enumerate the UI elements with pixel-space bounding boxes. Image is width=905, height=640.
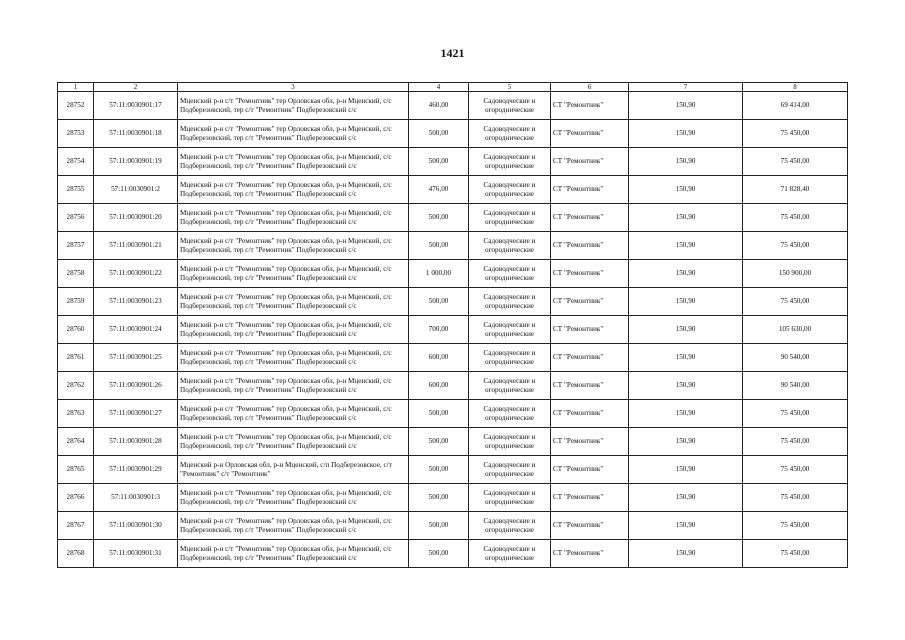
address-cell: Мценский р-н с/т "Ремонтник" тер Орловская обл, р-н Мценский, с/с Подберезовский, тер с/т "Ремонтник" Подберезовский с/с: [178, 148, 409, 176]
rate-cell: 150,90: [629, 92, 743, 120]
table-row: [58, 120, 848, 148]
row-number: 28760: [58, 316, 94, 344]
address-cell: Мценский р-н Орловская обл, р-н Мценский, с/п Подберезовское, с/т "Ремонтник" с/т "Ремонтник": [178, 456, 409, 484]
area-cell: 500,00: [409, 540, 469, 568]
column-header: 3: [178, 83, 409, 92]
page-number: 1421: [440, 46, 465, 60]
cadastral-number: 57:11:0030901:2: [94, 176, 178, 204]
area-cell: 600,00: [409, 344, 469, 372]
rate-cell: 150,90: [629, 288, 743, 316]
cadastral-number: 57:11:0030901:22: [94, 260, 178, 288]
owner-cell: СТ "Ремонтник": [551, 540, 629, 568]
land-use-cell: Садоводческие и огороднические: [469, 512, 551, 540]
land-use-cell: Садоводческие и огороднические: [469, 428, 551, 456]
cadastral-value-cell: 71 828,40: [743, 176, 848, 204]
rate-cell: 150,90: [629, 148, 743, 176]
row-number: 28759: [58, 288, 94, 316]
area-cell: 500,00: [409, 484, 469, 512]
owner-cell: СТ "Ремонтник": [551, 456, 629, 484]
cadastral-value-cell: 69 414,00: [743, 92, 848, 120]
land-use-cell: Садоводческие и огороднические: [469, 176, 551, 204]
land-use-cell: Садоводческие и огороднические: [469, 92, 551, 120]
area-cell: 500,00: [409, 148, 469, 176]
cadastral-number: 57:11:0030901:23: [94, 288, 178, 316]
cadastral-value-cell: 150 900,00: [743, 260, 848, 288]
cadastral-number: 57:11:0030901:25: [94, 344, 178, 372]
row-number: 28753: [58, 120, 94, 148]
address-cell: Мценский р-н с/т "Ремонтник" тер Орловская обл, р-н Мценский, с/с Подберезовский, тер с/т "Ремонтник" Подберезовский с/с: [178, 288, 409, 316]
owner-cell: СТ "Ремонтник": [551, 120, 629, 148]
cadastral-value-cell: 90 540,00: [743, 372, 848, 400]
row-number: 28754: [58, 148, 94, 176]
rate-cell: 150,90: [629, 400, 743, 428]
rate-cell: 150,90: [629, 456, 743, 484]
row-number: 28763: [58, 400, 94, 428]
cadastral-number: 57:11:0030901:30: [94, 512, 178, 540]
address-cell: Мценский р-н с/т "Ремонтник" тер Орловская обл, р-н Мценский, с/с Подберезовский, тер с/т "Ремонтник" Подберезовский с/с: [178, 484, 409, 512]
cadastral-number: 57:11:0030901:29: [94, 456, 178, 484]
address-cell: Мценский р-н с/т "Ремонтник" тер Орловская обл, р-н Мценский, с/с Подберезовский, тер с/т "Ремонтник" Подберезовский с/с: [178, 400, 409, 428]
owner-cell: СТ "Ремонтник": [551, 176, 629, 204]
area-cell: 500,00: [409, 232, 469, 260]
area-cell: 500,00: [409, 400, 469, 428]
address-cell: Мценский р-н с/т "Ремонтник" тер Орловская обл, р-н Мценский, с/с Подберезовский, тер с/т "Ремонтник" Подберезовский с/с: [178, 120, 409, 148]
area-cell: 700,00: [409, 316, 469, 344]
land-use-cell: Садоводческие и огороднические: [469, 484, 551, 512]
row-number: 28766: [58, 484, 94, 512]
land-use-cell: Садоводческие и огороднические: [469, 540, 551, 568]
rate-cell: 150,90: [629, 484, 743, 512]
cadastral-value-cell: 75 450,00: [743, 148, 848, 176]
owner-cell: СТ "Ремонтник": [551, 204, 629, 232]
owner-cell: СТ "Ремонтник": [551, 148, 629, 176]
rate-cell: 150,90: [629, 316, 743, 344]
column-header: 4: [409, 83, 469, 92]
address-cell: Мценский р-н с/т "Ремонтник" тер Орловская обл, р-н Мценский, с/с Подберезовский, тер с/т "Ремонтник" Подберезовский с/с: [178, 512, 409, 540]
address-cell: Мценский р-н с/т "Ремонтник" тер Орловская обл, р-н Мценский, с/с Подберезовский, тер с/т "Ремонтник" Подберезовский с/с: [178, 316, 409, 344]
table-row: [58, 372, 848, 400]
area-cell: 500,00: [409, 456, 469, 484]
cadastral-value-cell: 90 540,00: [743, 344, 848, 372]
land-use-cell: Садоводческие и огороднические: [469, 456, 551, 484]
area-cell: 1 000,00: [409, 260, 469, 288]
cadastral-number: 57:11:0030901:3: [94, 484, 178, 512]
table-row: [58, 344, 848, 372]
table-row: [58, 512, 848, 540]
owner-cell: СТ "Ремонтник": [551, 260, 629, 288]
owner-cell: СТ "Ремонтник": [551, 288, 629, 316]
cadastral-value-cell: 75 450,00: [743, 540, 848, 568]
cadastral-value-cell: 75 450,00: [743, 428, 848, 456]
table-row: [58, 148, 848, 176]
cadastral-value-cell: 75 450,00: [743, 456, 848, 484]
area-cell: 500,00: [409, 288, 469, 316]
row-number: 28758: [58, 260, 94, 288]
table-row: [58, 232, 848, 260]
cadastral-number: 57:11:0030901:21: [94, 232, 178, 260]
row-number: 28768: [58, 540, 94, 568]
owner-cell: СТ "Ремонтник": [551, 344, 629, 372]
land-use-cell: Садоводческие и огороднические: [469, 400, 551, 428]
address-cell: Мценский р-н с/т "Ремонтник" тер Орловская обл, р-н Мценский, с/с Подберезовский, тер с/т "Ремонтник" Подберезовский с/с: [178, 540, 409, 568]
row-number: 28767: [58, 512, 94, 540]
row-number: 28756: [58, 204, 94, 232]
owner-cell: СТ "Ремонтник": [551, 400, 629, 428]
owner-cell: СТ "Ремонтник": [551, 232, 629, 260]
address-cell: Мценский р-н с/т "Ремонтник" тер Орловская обл, р-н Мценский, с/с Подберезовский, тер с/т "Ремонтник" Подберезовский с/с: [178, 232, 409, 260]
area-cell: 500,00: [409, 120, 469, 148]
cadastral-value-cell: 105 630,00: [743, 316, 848, 344]
land-use-cell: Садоводческие и огороднические: [469, 232, 551, 260]
column-header: 2: [94, 83, 178, 92]
rate-cell: 150,90: [629, 260, 743, 288]
land-use-cell: Садоводческие и огороднические: [469, 120, 551, 148]
column-header: 5: [469, 83, 551, 92]
owner-cell: СТ "Ремонтник": [551, 92, 629, 120]
area-cell: 460,00: [409, 92, 469, 120]
rate-cell: 150,90: [629, 120, 743, 148]
owner-cell: СТ "Ремонтник": [551, 484, 629, 512]
rate-cell: 150,90: [629, 232, 743, 260]
table-row: [58, 176, 848, 204]
area-cell: 500,00: [409, 204, 469, 232]
rate-cell: 150,90: [629, 204, 743, 232]
cadastral-number: 57:11:0030901:26: [94, 372, 178, 400]
cadastral-number: 57:11:0030901:27: [94, 400, 178, 428]
row-number: 28755: [58, 176, 94, 204]
land-use-cell: Садоводческие и огороднические: [469, 288, 551, 316]
table-row: [58, 428, 848, 456]
rate-cell: 150,90: [629, 540, 743, 568]
address-cell: Мценский р-н с/т "Ремонтник" тер Орловская обл, р-н Мценский, с/с Подберезовский, тер с/т "Ремонтник" Подберезовский с/с: [178, 260, 409, 288]
table-row: [58, 288, 848, 316]
rate-cell: 150,90: [629, 344, 743, 372]
owner-cell: СТ "Ремонтник": [551, 428, 629, 456]
rate-cell: 150,90: [629, 372, 743, 400]
land-use-cell: Садоводческие и огороднические: [469, 148, 551, 176]
table-row: [58, 92, 848, 120]
owner-cell: СТ "Ремонтник": [551, 512, 629, 540]
table-row: [58, 540, 848, 568]
header-row: [58, 83, 848, 92]
cadastral-number: 57:11:0030901:28: [94, 428, 178, 456]
column-header: 1: [58, 83, 94, 92]
registry-table: [57, 82, 848, 568]
area-cell: 600,00: [409, 372, 469, 400]
cadastral-value-cell: 75 450,00: [743, 204, 848, 232]
column-header: 6: [551, 83, 629, 92]
address-cell: Мценский р-н с/т "Ремонтник" тер Орловская обл, р-н Мценский, с/с Подберезовский, тер с/т "Ремонтник" Подберезовский с/с: [178, 176, 409, 204]
rate-cell: 150,90: [629, 512, 743, 540]
land-use-cell: Садоводческие и огороднические: [469, 204, 551, 232]
rate-cell: 150,90: [629, 176, 743, 204]
cadastral-value-cell: 75 450,00: [743, 120, 848, 148]
rate-cell: 150,90: [629, 428, 743, 456]
address-cell: Мценский р-н с/т "Ремонтник" тер Орловская обл, р-н Мценский, с/с Подберезовский, тер с/т "Ремонтник" Подберезовский с/с: [178, 204, 409, 232]
row-number: 28761: [58, 344, 94, 372]
cadastral-value-cell: 75 450,00: [743, 512, 848, 540]
cadastral-number: 57:11:0030901:24: [94, 316, 178, 344]
table-body: [58, 92, 848, 568]
land-use-cell: Садоводческие и огороднические: [469, 260, 551, 288]
table-row: [58, 316, 848, 344]
cadastral-number: 57:11:0030901:19: [94, 148, 178, 176]
area-cell: 476,00: [409, 176, 469, 204]
address-cell: Мценский р-н с/т "Ремонтник" тер Орловская обл, р-н Мценский, с/с Подберезовский, тер с/т "Ремонтник" Подберезовский с/с: [178, 344, 409, 372]
cadastral-value-cell: 75 450,00: [743, 288, 848, 316]
row-number: 28765: [58, 456, 94, 484]
table-row: [58, 400, 848, 428]
column-header: 8: [743, 83, 848, 92]
row-number: 28762: [58, 372, 94, 400]
cadastral-number: 57:11:0030901:18: [94, 120, 178, 148]
cadastral-number: 57:11:0030901:31: [94, 540, 178, 568]
land-use-cell: Садоводческие и огороднические: [469, 316, 551, 344]
cadastral-value-cell: 75 450,00: [743, 400, 848, 428]
land-use-cell: Садоводческие и огороднические: [469, 344, 551, 372]
table-row: [58, 204, 848, 232]
land-use-cell: Садоводческие и огороднические: [469, 372, 551, 400]
cadastral-value-cell: 75 450,00: [743, 484, 848, 512]
row-number: 28757: [58, 232, 94, 260]
area-cell: 500,00: [409, 512, 469, 540]
address-cell: Мценский р-н с/т "Ремонтник" тер Орловская обл, р-н Мценский, с/с Подберезовский, тер с/т "Ремонтник" Подберезовский с/с: [178, 372, 409, 400]
table-row: [58, 260, 848, 288]
cadastral-number: 57:11:0030901:20: [94, 204, 178, 232]
row-number: 28752: [58, 92, 94, 120]
column-header: 7: [629, 83, 743, 92]
table-row: [58, 484, 848, 512]
cadastral-value-cell: 75 450,00: [743, 232, 848, 260]
cadastral-number: 57:11:0030901:17: [94, 92, 178, 120]
owner-cell: СТ "Ремонтник": [551, 316, 629, 344]
owner-cell: СТ "Ремонтник": [551, 372, 629, 400]
address-cell: Мценский р-н с/т "Ремонтник" тер Орловская обл, р-н Мценский, с/с Подберезовский, тер с/т "Ремонтник" Подберезовский с/с: [178, 92, 409, 120]
row-number: 28764: [58, 428, 94, 456]
table-row: [58, 456, 848, 484]
area-cell: 500,00: [409, 428, 469, 456]
address-cell: Мценский р-н с/т "Ремонтник" тер Орловская обл, р-н Мценский, с/с Подберезовский, тер с/т "Ремонтник" Подберезовский с/с: [178, 428, 409, 456]
